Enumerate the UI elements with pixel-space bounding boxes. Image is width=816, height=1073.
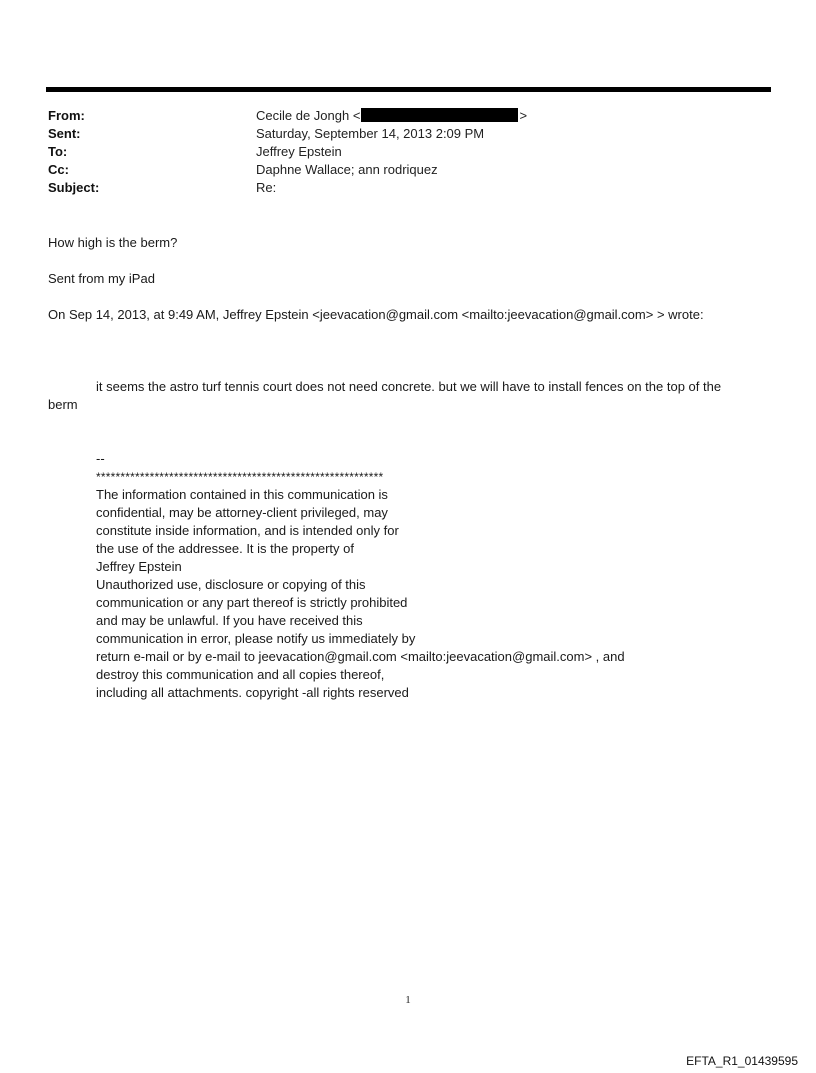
sent-value: Saturday, September 14, 2013 2:09 PM <box>256 126 485 141</box>
disclaimer-block <box>96 450 696 702</box>
quoted-message <box>48 378 770 414</box>
from-value <box>256 107 527 125</box>
body-question: How high is the berm? <box>48 235 178 250</box>
cc-label: Cc: <box>48 162 69 177</box>
to-row <box>48 143 768 161</box>
subject-value: Re: <box>256 180 277 195</box>
from-row <box>48 107 768 125</box>
page-number: 1 <box>405 994 411 1006</box>
disclaimer-line: communication in error, please notify us immediately by <box>96 631 416 646</box>
cc-value: Daphne Wallace; ann rodriquez <box>256 162 438 177</box>
disclaimer-line: and may be unlawful. If you have received this <box>96 613 363 628</box>
from-label: From: <box>48 108 85 123</box>
from-name: Cecile de Jongh < <box>256 108 361 123</box>
body-signature: Sent from my iPad <box>48 271 155 286</box>
disclaimer-line: confidential, may be attorney-client privileged, may <box>96 505 388 520</box>
sent-row <box>48 125 768 143</box>
to-label: To: <box>48 144 68 159</box>
signature-dashes: -- <box>96 451 105 466</box>
email-header <box>48 107 768 197</box>
disclaimer-line: communication or any part thereof is strictly prohibited <box>96 595 408 610</box>
redaction-block <box>361 108 518 122</box>
disclaimer-line: destroy this communication and all copies thereof, <box>96 667 385 682</box>
disclaimer-line: Unauthorized use, disclosure or copying of this <box>96 577 366 592</box>
quoted-line: berm <box>48 397 78 412</box>
disclaimer-line: Jeffrey Epstein <box>96 559 182 574</box>
sent-label: Sent: <box>48 126 81 141</box>
disclaimer-line: including all attachments. copyright -all rights reserved <box>96 685 409 700</box>
cc-row <box>48 161 768 179</box>
document-id: EFTA_R1_01439595 <box>686 1054 798 1068</box>
from-close: > <box>519 108 528 123</box>
subject-label: Subject: <box>48 180 100 195</box>
subject-row <box>48 179 768 197</box>
disclaimer-line: The information contained in this communication is <box>96 487 388 502</box>
disclaimer-line: return e-mail or by e-mail to jeevacation@gmail.com <mailto:jeevacation@gmail.com> , and <box>96 649 625 664</box>
quote-intro: On Sep 14, 2013, at 9:49 AM, Jeffrey Epstein <jeevacation@gmail.com <mailto:jeevacation@gmail.com> > wrote: <box>48 307 704 322</box>
to-value: Jeffrey Epstein <box>256 144 342 159</box>
disclaimer-line: the use of the addressee. It is the property of <box>96 541 354 556</box>
signature-stars: *********************************************************** <box>96 470 384 484</box>
disclaimer-line: constitute inside information, and is intended only for <box>96 523 399 538</box>
header-rule <box>46 87 771 92</box>
quoted-line: it seems the astro turf tennis court does not need concrete. but we will have to install fences on the top of the <box>96 379 722 394</box>
